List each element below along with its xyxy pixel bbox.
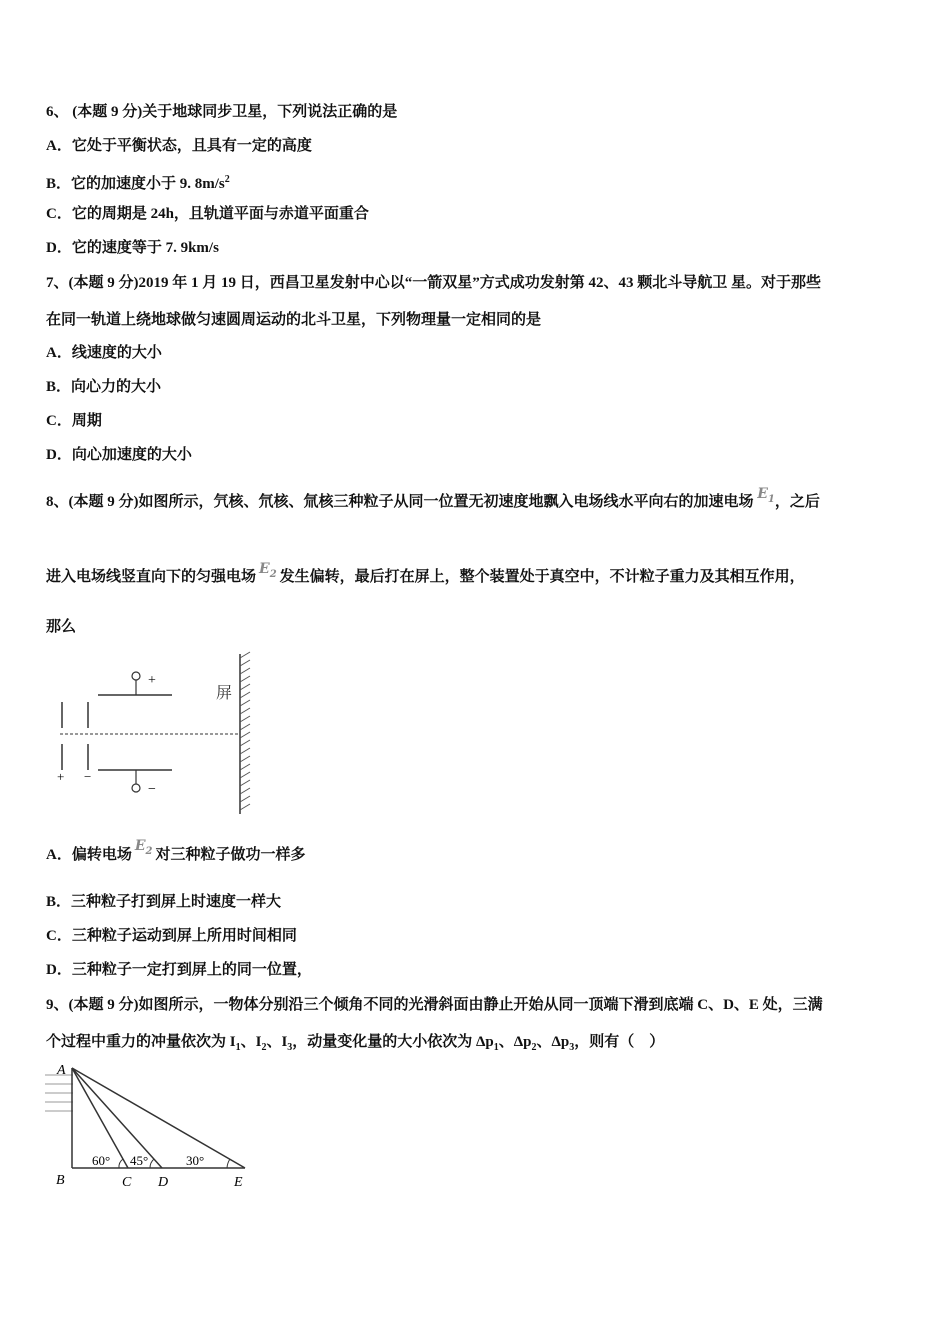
q6-option-b xyxy=(46,170,230,194)
top-terminal xyxy=(132,672,140,680)
screen-label: 屏 xyxy=(216,683,233,702)
q8-e2-symbol xyxy=(259,561,277,580)
bottom-terminal-minus: − xyxy=(148,782,156,797)
q9-p3-sub: 3 xyxy=(569,1042,575,1053)
q9-text-b: 、I xyxy=(240,1034,262,1050)
bottom-terminal xyxy=(132,784,140,792)
q7-option-d: D．向心加速度的大小 xyxy=(46,447,192,463)
angle-arc-60 xyxy=(119,1159,123,1168)
q8-stem-line2 xyxy=(46,561,805,593)
q8-option-c: C．三种粒子运动到屏上所用时间相同 xyxy=(46,928,297,944)
q9-p2-sub: 2 xyxy=(531,1042,537,1053)
angle-label-30: 30° xyxy=(186,1153,205,1168)
q9-p1-sub: 1 xyxy=(493,1042,499,1053)
q8-option-d: D．三种粒子一定打到屏上的同一位置， xyxy=(46,962,312,978)
q7-option-b: B．向心力的大小 xyxy=(46,379,162,395)
q8-stem-line1-end: ，之后 xyxy=(774,494,820,510)
q7-stem-line2: 在同一轨道上绕地球做匀速圆周运动的北斗卫星，下列物理量一定相同的是 xyxy=(46,312,542,328)
label-b: B xyxy=(56,1173,65,1188)
q9-text-g: ，则有（ ） xyxy=(574,1034,665,1050)
q7-option-c: C．周期 xyxy=(46,413,102,429)
angle-arc-45 xyxy=(150,1159,154,1168)
q9-figure-faint-marks xyxy=(45,1074,73,1112)
label-c: C xyxy=(122,1175,132,1190)
q6-option-b-sup: 2 xyxy=(224,174,230,185)
q8-e1-sub: 1 xyxy=(767,493,775,505)
q8-apparatus-figure xyxy=(46,650,266,820)
q8-option-b: B．三种粒子打到屏上时速度一样大 xyxy=(46,894,282,910)
accel-plus-label: + xyxy=(57,769,65,784)
angle-label-45: 45° xyxy=(130,1153,149,1168)
q9-incline-figure xyxy=(40,1058,270,1198)
label-d: D xyxy=(158,1175,169,1190)
q9-text-c: 、I xyxy=(266,1034,288,1050)
q9-i3-sub: 3 xyxy=(287,1042,293,1053)
q9-stem-line1: 9、(本题 9 分)如图所示，一物体分别沿三个倾角不同的光滑斜面由静止开始从同一顶端下滑到底端 C、D、E 处，三满 xyxy=(46,997,823,1013)
q8-e2-sub: 2 xyxy=(269,568,277,580)
q8-stem-line3: 那么 xyxy=(46,619,77,635)
label-e: E xyxy=(234,1175,243,1190)
angle-label-60: 60° xyxy=(92,1153,111,1168)
q6-stem: 6、 (本题 9 分)关于地球同步卫星，下列说法正确的是 xyxy=(46,104,398,120)
q9-i2-sub: 2 xyxy=(261,1042,267,1053)
q7-option-a: A．线速度的大小 xyxy=(46,345,162,361)
q8-stem-line1 xyxy=(46,486,820,518)
q8-stem-line1-text: 8、(本题 9 分)如图所示，氕核、氘核、氚核三种粒子从同一位置无初速度地飘入电场线水平向右的加速电场 xyxy=(46,494,754,510)
angle-arc-30 xyxy=(227,1159,230,1168)
q9-text-f: 、Δp xyxy=(536,1034,570,1050)
accel-minus-label: − xyxy=(84,769,92,784)
q9-i1-sub: 1 xyxy=(235,1042,241,1053)
q8-option-a-end: 对三种粒子做功一样多 xyxy=(155,847,306,863)
q8-option-a-e-sub: 2 xyxy=(145,845,153,857)
q9-text-d: ，动量变化量的大小依次为 Δp xyxy=(292,1034,494,1050)
q6-option-d: D．它的速度等于 7. 9km/s xyxy=(46,240,219,256)
q9-text-a: 个过程中重力的冲量依次为 I xyxy=(46,1034,236,1050)
q8-stem-line2-text: 进入电场线竖直向下的匀强电场 xyxy=(46,569,257,585)
q8-option-a-e2 xyxy=(134,838,153,857)
q7-stem-line1: 7、(本题 9 分)2019 年 1 月 19 日，西昌卫星发射中心以“一箭双星”方式成功发射第 42、43 颗北斗导航卫 星。对于那些 xyxy=(46,275,821,291)
q8-e2-letter: E xyxy=(259,561,270,577)
q8-e1-letter: E xyxy=(757,486,768,502)
label-a: A xyxy=(57,1063,66,1078)
q8-e1-symbol xyxy=(757,486,775,505)
top-terminal-plus: + xyxy=(148,673,156,688)
q8-stem-line2-end: 发生偏转，最后打在屏上，整个装置处于真空中，不计粒子重力及其相互作用， xyxy=(279,569,805,585)
q6-option-a: A．它处于平衡状态，且具有一定的高度 xyxy=(46,138,312,154)
q8-option-a-e-letter: E xyxy=(134,838,146,854)
q9-stem-line2 xyxy=(46,1032,664,1058)
q6-option-b-text: B．它的加速度小于 9. 8m/s xyxy=(46,176,225,192)
screen-hatching xyxy=(240,652,250,810)
incline-ad xyxy=(72,1068,162,1168)
q8-option-a-text: A．偏转电场 xyxy=(46,847,132,863)
q9-text-e: 、Δp xyxy=(498,1034,532,1050)
q8-option-a xyxy=(46,838,306,871)
q6-option-c: C．它的周期是 24h，且轨道平面与赤道平面重合 xyxy=(46,206,369,222)
